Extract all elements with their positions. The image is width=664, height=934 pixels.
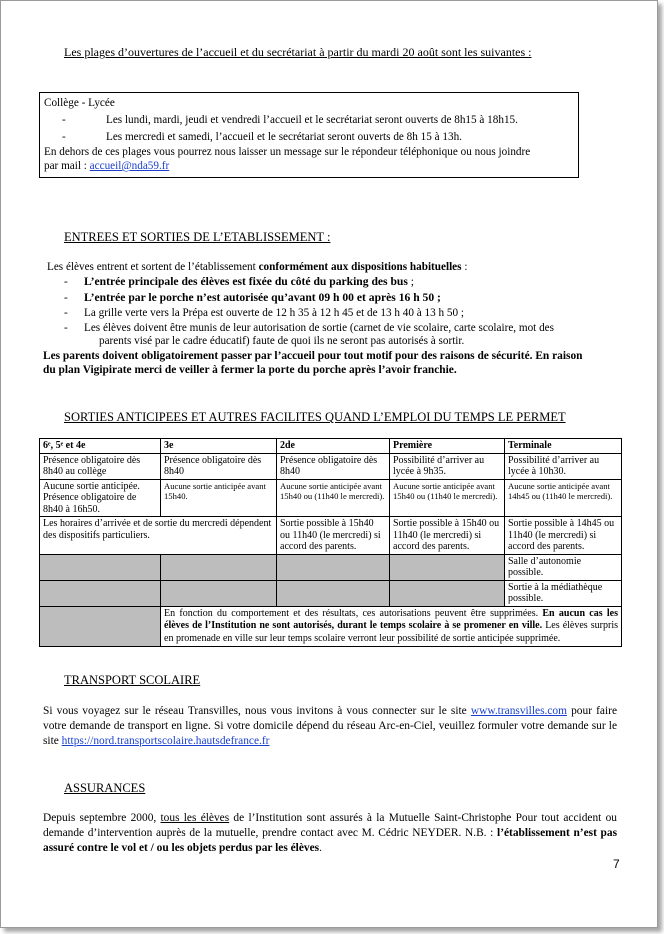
opening-hours-box bbox=[39, 92, 579, 178]
security-warning-2: du plan Vigipirate merci de veiller à fermer la porte du porche après l’avoir franchie. bbox=[43, 364, 457, 376]
transport-text: Si vous voyagez sur le réseau Transvilles, nous vous invitons à vous connecter sur le site bbox=[43, 705, 471, 717]
entree-item: Les élèves doivent être munis de leur autorisation de sortie (carnet de vie scolaire, carte scolaire, mot des bbox=[84, 322, 555, 334]
intro-text: Les élèves entrent et sortent de l’établissement bbox=[47, 261, 259, 273]
table-cell: Possibilité d’arriver au lycée à 10h30. bbox=[505, 453, 622, 479]
footer-text: Les élèves surpris en promenade en ville sur leur temps scolaire verront leur possibilité de sortie anticipée supprimée. bbox=[164, 620, 618, 644]
bullet-dash: - bbox=[64, 292, 68, 304]
table-cell-empty bbox=[390, 580, 505, 606]
footer-text: En fonction du comportement et des résultats, ces autorisations peuvent être supprimées. bbox=[164, 607, 543, 619]
footer-bold: En aucun cas les élèves de l’Institution ne sont autorisés, durant le temps scolaire à se promener en ville. bbox=[164, 607, 618, 631]
table-cell: Présence obligatoire dès 8h40 bbox=[161, 453, 277, 479]
table-footer-note bbox=[161, 606, 622, 647]
entrees-intro bbox=[47, 260, 467, 274]
table-cell: Sortie à la médiathèque possible. bbox=[505, 580, 622, 606]
table-cell-empty bbox=[161, 554, 277, 580]
assurances-paragraph bbox=[43, 811, 617, 856]
intro-end: : bbox=[461, 261, 468, 273]
transvilles-link[interactable]: www.transvilles.com bbox=[470, 705, 567, 717]
table-cell: Présence obligatoire dès 8h40 au collège bbox=[40, 453, 161, 479]
transport-heading: TRANSPORT SCOLAIRE bbox=[64, 673, 201, 687]
table-row bbox=[40, 606, 622, 647]
table-cell: Présence obligatoire dès 8h40 bbox=[277, 453, 390, 479]
page-number: 7 bbox=[613, 857, 620, 871]
table-row bbox=[40, 453, 622, 479]
hours-note: En dehors de ces plages vous pourrez nous laisser un message sur le répondeur téléphonique ou nous joindre bbox=[44, 146, 531, 158]
column-header: 6ᵉ, 5ᵉ et 4e bbox=[40, 439, 161, 454]
table-cell: Aucune sortie anticipée. Présence obligatoire de 8h40 à 16h50. bbox=[40, 479, 161, 517]
transport-hdf-link[interactable]: https://nord.transportscolaire.hautsdefrance.fr bbox=[61, 735, 270, 747]
transport-paragraph bbox=[43, 704, 617, 749]
assurances-heading: ASSURANCES bbox=[64, 781, 146, 795]
entree-item: L’entrée par le porche n’est autorisée qu’avant 09 h 00 et après 16 h 50 ; bbox=[84, 291, 441, 304]
column-header: Première bbox=[390, 439, 505, 454]
table-cell: Aucune sortie anticipée avant 15h40. bbox=[161, 479, 277, 517]
security-warning-1: Les parents doivent obligatoirement passer par l’accueil pour tout motif pour des raisons de sécurité. En raison bbox=[43, 350, 583, 362]
table-cell-empty bbox=[277, 554, 390, 580]
entree-item-normal: ; bbox=[407, 275, 414, 288]
box-title: Collège - Lycée bbox=[44, 97, 115, 109]
table-row bbox=[40, 580, 622, 606]
transport-text: pour faire votre demande de transport en ligne. Si votre domicile dépend du réseau Arc-en-Ciel, veuillez formuler votre demande sur le site bbox=[43, 705, 617, 747]
bullet-dash: - bbox=[62, 114, 66, 126]
mail-prefix: par mail : bbox=[44, 160, 90, 172]
table-row bbox=[40, 554, 622, 580]
assurances-underlined: tous les élèves bbox=[160, 812, 230, 824]
table-header-row bbox=[40, 439, 622, 454]
table-row bbox=[40, 479, 622, 517]
table-cell: Aucune sortie anticipée avant 15h40 ou (11h40 le mercredi). bbox=[390, 479, 505, 517]
table-row bbox=[40, 517, 622, 555]
assurances-text: de l’Institution sont assurés à la Mutuelle Saint-Christophe Pour tout accident ou demande d’intervention auprès de la mutuelle, prendre contact avec M. Cédric NEYDER. N.B. : bbox=[43, 812, 617, 839]
assurances-text: . bbox=[319, 842, 322, 854]
bullet-dash: - bbox=[64, 322, 68, 334]
table-cell: Sortie possible à 15h40 ou 11h40 (le mercredi) si accord des parents. bbox=[277, 517, 390, 555]
table-cell: Les horaires d’arrivée et de sortie du mercredi dépendent des dispositifs particuliers. bbox=[40, 517, 277, 555]
entree-item-bold: L’entrée principale des élèves est fixée du côté du parking des bus bbox=[84, 275, 408, 288]
entrees-heading: ENTREES ET SORTIES DE L’ETABLISSEMENT : bbox=[64, 230, 331, 244]
entree-item-cont: parents visé par le cadre éducatif) faute de quoi ils ne seront pas autorisés à sortir. bbox=[99, 335, 465, 347]
table-cell-empty bbox=[40, 580, 161, 606]
table-cell-empty bbox=[390, 554, 505, 580]
opening-title: Les plages d’ouvertures de l’accueil et du secrétariat à partir du mardi 20 août sont les suivantes : bbox=[64, 45, 532, 59]
table-cell: Aucune sortie anticipée avant 15h40 ou (11h40 le mercredi). bbox=[277, 479, 390, 517]
table-cell-empty bbox=[161, 580, 277, 606]
hours-item: Les mercredi et samedi, l’accueil et le secrétariat seront ouverts de 8h 15 à 13h. bbox=[106, 131, 462, 143]
table-cell-empty bbox=[277, 580, 390, 606]
entree-item: La grille verte vers la Prépa est ouverte de 12 h 35 à 12 h 45 et de 13 h 40 à 13 h 50 ; bbox=[84, 307, 464, 319]
assurances-bold: l’établissement n’est pas assuré contre le vol et / ou les objets perdus par les élèves bbox=[43, 827, 618, 854]
bullet-dash: - bbox=[64, 276, 68, 288]
column-header: 3e bbox=[161, 439, 277, 454]
table-cell: Sortie possible à 15h40 ou 11h40 (le mercredi) si accord des parents. bbox=[390, 517, 505, 555]
assurances-text: Depuis septembre 2000, bbox=[43, 812, 161, 824]
table-cell-empty bbox=[40, 554, 161, 580]
table-cell: Possibilité d’arriver au lycée à 9h35. bbox=[390, 453, 505, 479]
column-header: 2de bbox=[277, 439, 390, 454]
table-cell-empty bbox=[40, 606, 161, 647]
intro-bold: conformément aux dispositions habituelles bbox=[258, 261, 462, 273]
table-cell: Salle d’autonomie possible. bbox=[505, 554, 622, 580]
hours-note-mail bbox=[44, 159, 169, 173]
table-cell: Sortie possible à 14h45 ou 11h40 (le mercredi) si accord des parents. bbox=[505, 517, 622, 555]
sorties-table bbox=[39, 438, 622, 647]
email-link[interactable]: accueil@nda59.fr bbox=[89, 160, 170, 172]
table-cell: Aucune sortie anticipée avant 14h45 ou (11h40 le mercredi). bbox=[505, 479, 622, 517]
bullet-dash: - bbox=[62, 131, 66, 143]
bullet-dash: - bbox=[64, 307, 68, 319]
column-header: Terminale bbox=[505, 439, 622, 454]
sorties-heading: SORTIES ANTICIPEES ET AUTRES FACILITES QUAND L’EMPLOI DU TEMPS LE PERMET bbox=[64, 410, 566, 424]
entree-item bbox=[84, 275, 414, 289]
hours-item: Les lundi, mardi, jeudi et vendredi l’accueil et le secrétariat seront ouverts de 8h15 à 18h15. bbox=[106, 114, 518, 126]
